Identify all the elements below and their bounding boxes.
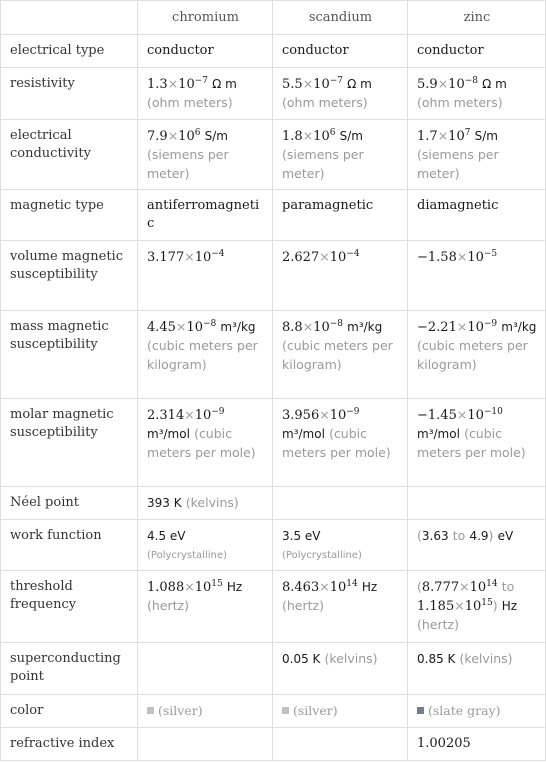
unit-description: (ohm meters): [147, 95, 233, 110]
cell-value: antiferromagnetic: [138, 190, 273, 241]
color-swatch: [282, 707, 289, 714]
unit-description: (Polycrystalline): [282, 550, 362, 561]
color-swatch: [417, 707, 424, 714]
cell-value: $2.627\times 10^{-4}$: [273, 241, 408, 311]
cell-value: $-1.45\times 10^{-10}$ m³/mol (cubic meters per mole): [408, 399, 546, 487]
row-neel-point: [1, 487, 546, 520]
cell-value: 3.5 eV (Polycrystalline): [273, 520, 408, 571]
row-label: refractive index: [1, 728, 138, 761]
unit-description: (hertz): [417, 617, 459, 632]
unit-description: (cubic meters per mole): [282, 426, 391, 460]
cell-value: conductor: [408, 35, 546, 68]
cell-empty: [273, 728, 408, 761]
cell-value: diamagnetic: [408, 190, 546, 241]
row-mass-magnetic-susceptibility: [1, 311, 546, 399]
cell-value: $8.463\times 10^{14}$ Hz (hertz): [273, 571, 408, 643]
cell-value: $1.088\times 10^{15}$ Hz (hertz): [138, 571, 273, 643]
unit-description: (kelvins): [459, 651, 513, 666]
row-label: threshold frequency: [1, 571, 138, 643]
row-label: Néel point: [1, 487, 138, 520]
row-threshold-frequency: [1, 571, 546, 643]
color-swatch: [147, 707, 154, 714]
cell-value: (silver): [273, 695, 408, 728]
unit-description: (cubic meters per mole): [147, 426, 256, 460]
unit-description: (hertz): [147, 598, 189, 613]
row-label: work function: [1, 520, 138, 571]
unit-description: (kelvins): [324, 651, 378, 666]
row-volume-magnetic-susceptibility: [1, 241, 546, 311]
corner-cell: [1, 1, 138, 35]
cell-empty: [138, 728, 273, 761]
unit-description: (Polycrystalline): [147, 550, 227, 561]
row-label: superconducting point: [1, 643, 138, 695]
unit-description: (siemens per meter): [147, 147, 229, 181]
column-header-chromium: chromium: [138, 1, 273, 35]
cell-value: 4.5 eV (Polycrystalline): [138, 520, 273, 571]
row-label: magnetic type: [1, 190, 138, 241]
row-label: electrical type: [1, 35, 138, 68]
row-refractive-index: [1, 728, 546, 761]
row-color: [1, 695, 546, 728]
cell-value: $1.7\times 10^7$ S/m (siemens per meter): [408, 120, 546, 190]
cell-value: $3.956\times 10^{-9}$ m³/mol (cubic meters per mole): [273, 399, 408, 487]
cell-value: $-2.21\times 10^{-9}$ m³/kg (cubic meters per kilogram): [408, 311, 546, 399]
cell-value: $8.8\times 10^{-8}$ m³/kg (cubic meters per kilogram): [273, 311, 408, 399]
cell-empty: [138, 643, 273, 695]
cell-value: 1.00205: [408, 728, 546, 761]
column-header-zinc: zinc: [408, 1, 546, 35]
cell-value: (3.63 to 4.9) eV: [408, 520, 546, 571]
cell-value: $3.177\times 10^{-4}$: [138, 241, 273, 311]
row-magnetic-type: [1, 190, 546, 241]
unit-description: (ohm meters): [417, 95, 503, 110]
cell-value: $2.314\times 10^{-9}$ m³/mol (cubic meters per mole): [138, 399, 273, 487]
unit-description: (cubic meters per kilogram): [282, 338, 393, 372]
cell-value: $5.9\times 10^{-8}$ Ω m (ohm meters): [408, 68, 546, 120]
cell-value: conductor: [138, 35, 273, 68]
cell-value: (slate gray): [408, 695, 546, 728]
cell-value: $-1.58\times 10^{-5}$: [408, 241, 546, 311]
cell-empty: [408, 487, 546, 520]
row-label: mass magnetic susceptibility: [1, 311, 138, 399]
cell-value: ($8.777\times 10^{14}$ to $1.185\times 10^{15}$) Hz (hertz): [408, 571, 546, 643]
row-resistivity: [1, 68, 546, 120]
cell-value: paramagnetic: [273, 190, 408, 241]
cell-value: conductor: [273, 35, 408, 68]
unit-description: (hertz): [282, 598, 324, 613]
cell-value: $7.9\times 10^6$ S/m (siemens per meter): [138, 120, 273, 190]
cell-value: $4.45\times 10^{-8}$ m³/kg (cubic meters per kilogram): [138, 311, 273, 399]
row-label: molar magnetic susceptibility: [1, 399, 138, 487]
row-electrical-conductivity: [1, 120, 546, 190]
unit-description: (siemens per meter): [282, 147, 364, 181]
row-label: color: [1, 695, 138, 728]
unit-description: (siemens per meter): [417, 147, 499, 181]
row-label: electrical conductivity: [1, 120, 138, 190]
row-label: resistivity: [1, 68, 138, 120]
header-row: [1, 1, 546, 35]
cell-value: 393 K (kelvins): [138, 487, 273, 520]
cell-value: 0.85 K (kelvins): [408, 643, 546, 695]
row-label: volume magnetic susceptibility: [1, 241, 138, 311]
column-header-scandium: scandium: [273, 1, 408, 35]
unit-description: (cubic meters per kilogram): [417, 338, 528, 372]
row-work-function: [1, 520, 546, 571]
unit-description: (kelvins): [185, 494, 239, 510]
unit-description: (ohm meters): [282, 95, 368, 110]
row-electrical-type: [1, 35, 546, 68]
cell-value: 0.05 K (kelvins): [273, 643, 408, 695]
cell-value: (silver): [138, 695, 273, 728]
unit-description: (cubic meters per kilogram): [147, 338, 258, 372]
cell-value: $1.3\times 10^{-7}$ Ω m (ohm meters): [138, 68, 273, 120]
row-molar-magnetic-susceptibility: [1, 399, 546, 487]
unit-description: (cubic meters per mole): [417, 426, 526, 460]
cell-value: $1.8\times 10^6$ S/m (siemens per meter): [273, 120, 408, 190]
row-superconducting-point: [1, 643, 546, 695]
cell-empty: [273, 487, 408, 520]
cell-value: $5.5\times 10^{-7}$ Ω m (ohm meters): [273, 68, 408, 120]
